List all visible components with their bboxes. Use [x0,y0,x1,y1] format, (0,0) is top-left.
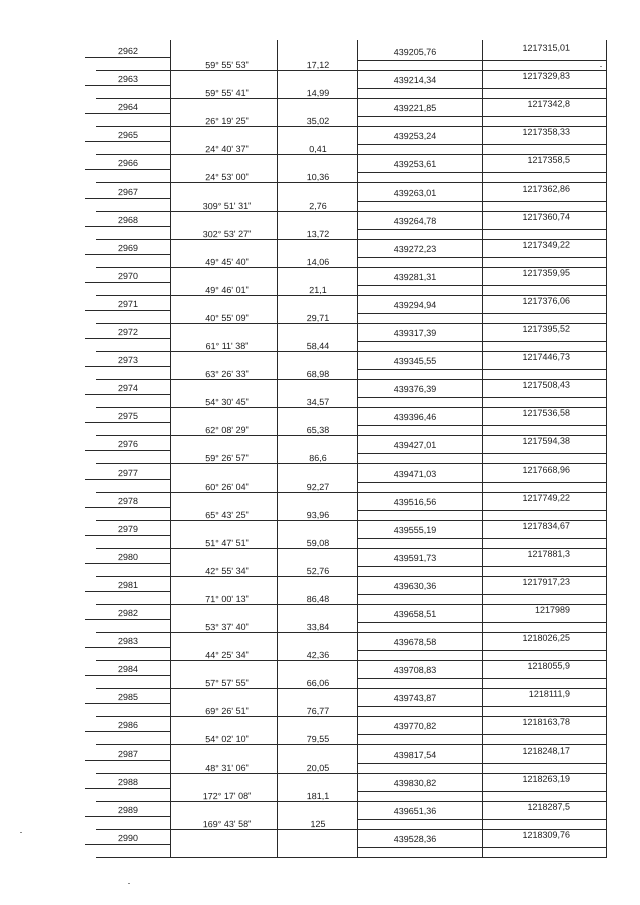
table-row-line [357,819,607,820]
table-row-line [85,450,171,451]
bearing-angle: 49° 46' 01" [205,284,249,296]
table-row-line [357,88,607,89]
bearing-angle: 61° 11' 38" [205,340,249,352]
y-coordinate: 1217749,22 [522,492,571,503]
table-row-line [357,397,607,398]
x-coordinate: 439630,36 [393,580,437,592]
y-coordinate: 1217668,96 [522,464,571,475]
bearing-angle: 71° 00' 13" [205,593,249,605]
table-row-line [357,791,607,792]
table-row-line [357,622,607,623]
y-coordinate: 1218163,78 [522,716,571,728]
table-row-line [85,85,171,86]
point-number: 2983 [117,635,139,647]
point-number: 2973 [117,354,139,366]
point-number: 2979 [117,523,139,534]
bearing-angle: 40° 55' 09" [205,312,249,324]
x-coordinate: 439317,39 [393,327,437,339]
y-coordinate: 1217881,3 [527,548,571,559]
table-row-line [85,507,171,508]
table-row-line [85,282,171,283]
y-coordinate: 1217376,06 [522,295,571,306]
bearing-angle: 26° 19' 25" [205,115,249,127]
segment-length: 35,02 [306,116,330,127]
table-row-line [96,857,606,858]
segment-length: 20,05 [306,762,330,773]
x-coordinate: 439471,03 [393,468,437,479]
point-number: 2975 [117,411,139,422]
bearing-angle: 24° 53' 00" [205,172,249,183]
bearing-angle: 53° 37' 40" [205,621,249,633]
table-row-line [85,647,171,648]
point-number: 2978 [117,495,139,506]
table-row-line [85,760,171,761]
x-coordinate: 439253,24 [393,131,437,142]
y-coordinate: 1217358,5 [527,154,571,166]
segment-length: 10,36 [306,172,330,183]
y-coordinate: 1217834,67 [522,520,571,531]
segment-length: 86,6 [309,453,327,464]
y-coordinate: 1217989 [534,604,571,615]
table-row-line [357,453,607,454]
y-coordinate: 1217917,23 [522,576,571,587]
y-coordinate: 1218026,25 [522,632,571,644]
point-number: 2981 [117,579,139,590]
segment-length: 58,44 [306,340,330,352]
table-row-line [357,566,607,567]
bearing-angle: 63° 26' 33" [205,368,249,380]
point-number: 2984 [117,664,139,675]
bearing-angle: 42° 55' 34" [205,565,249,577]
point-number: 2965 [117,130,139,141]
bearing-angle: 62° 08' 29" [205,425,249,436]
table-row-line [85,169,171,170]
point-number: 2990 [117,832,139,843]
x-coordinate: 439272,23 [393,243,437,254]
segment-length: 29,71 [306,312,330,324]
table-row-line [357,594,607,595]
bearing-angle: 57° 57' 55" [205,677,249,689]
segment-length: 86,48 [306,593,330,605]
point-number: 2972 [117,326,139,338]
x-coordinate: 439264,78 [393,215,437,226]
point-number: 2986 [117,720,139,731]
point-number: 2962 [117,45,139,57]
table-row-line [85,310,171,311]
point-number: 2989 [117,804,139,815]
table-row-line [85,703,171,704]
table-row-line [357,538,607,539]
x-coordinate: 439708,83 [393,664,437,676]
point-number: 2974 [117,383,139,394]
point-number: 2980 [117,551,139,562]
segment-length: 52,76 [306,565,330,576]
table-row-line [85,563,171,564]
bearing-angle: 309° 51' 31" [202,200,252,211]
table-row-line [357,257,607,258]
scan-speck [600,66,602,67]
x-coordinate: 439770,82 [393,721,437,732]
segment-length: 2,76 [309,200,327,211]
x-coordinate: 439555,19 [393,524,437,535]
y-coordinate: 1218055,9 [527,660,571,672]
table-row-line [85,254,171,255]
y-coordinate: 1217508,43 [522,379,571,391]
y-coordinate: 1218309,76 [522,829,571,840]
table-row-line [357,201,607,202]
segment-length: 17,12 [306,59,330,71]
segment-length: 33,84 [306,621,330,633]
table-row-line [357,763,607,764]
bearing-angle: 172° 17' 08" [202,790,252,801]
x-coordinate: 439294,94 [393,299,437,311]
x-coordinate: 439263,01 [393,187,437,198]
bearing-angle: 60° 26' 04" [205,481,249,492]
y-coordinate: 1217358,33 [522,126,571,138]
table-row-line [357,706,607,707]
bearing-angle: 49° 45' 40" [205,256,249,267]
x-coordinate: 439345,55 [393,355,437,367]
segment-length: 92,27 [306,481,330,492]
table-row-line [357,60,607,61]
x-coordinate: 439830,82 [393,777,437,788]
y-coordinate: 1217594,38 [522,435,571,447]
y-coordinate: 1218287,5 [527,801,571,812]
segment-length: 181,1 [306,790,330,801]
y-coordinate: 1217395,52 [522,323,571,335]
table-row-line [357,116,607,117]
segment-length: 125 [310,818,326,829]
table-row-line [85,816,171,817]
x-coordinate: 439253,61 [393,159,437,170]
point-number: 2985 [117,692,139,703]
point-number: 2971 [117,298,139,309]
table-row-line [357,172,607,173]
y-coordinate: 1217342,8 [527,98,571,110]
x-coordinate: 439427,01 [393,440,437,451]
x-coordinate: 439591,73 [393,552,437,564]
segment-length: 14,99 [306,87,330,99]
bearing-angle: 48° 31' 06" [205,762,249,773]
table-row-line [357,847,607,848]
y-coordinate: 1217446,73 [522,351,571,363]
table-row-line [85,422,171,423]
point-number: 2968 [117,214,139,225]
table-column-border [170,40,171,858]
point-number: 2982 [117,607,139,619]
segment-length: 65,38 [306,425,330,436]
table-row-line [357,734,607,735]
table-row-line [85,535,171,536]
table-row-line [85,591,171,592]
segment-length: 76,77 [306,706,330,717]
bearing-angle: 59° 26' 57" [205,453,249,464]
table-row-line [357,369,607,370]
table-row-line [85,226,171,227]
table-row-line [357,425,607,426]
x-coordinate: 439396,46 [393,412,437,423]
bearing-angle: 65° 43' 25" [205,509,249,520]
point-number: 2976 [117,439,139,450]
y-coordinate: 1218111,9 [528,688,571,700]
y-coordinate: 1218263,19 [522,773,571,784]
x-coordinate: 439221,85 [393,102,437,114]
table-row-line [357,229,607,230]
table-row-line [85,675,171,676]
x-coordinate: 439651,36 [393,805,437,816]
table-row-line [357,341,607,342]
table-row-line [357,313,607,314]
table-column-border [277,40,278,858]
bearing-angle: 24° 40' 37" [205,144,249,155]
point-number: 2967 [117,186,139,197]
x-coordinate: 439214,34 [393,74,437,86]
segment-length: 93,96 [306,509,330,520]
segment-length: 13,72 [306,228,330,239]
segment-length: 0,41 [309,144,327,155]
y-coordinate: 1217360,74 [522,211,571,222]
table-row-line [357,650,607,651]
x-coordinate: 439743,87 [393,693,437,704]
point-number: 2970 [117,270,139,281]
point-number: 2977 [117,467,139,478]
scan-speck [128,883,130,884]
table-row-line [357,285,607,286]
point-number: 2987 [117,748,139,759]
segment-length: 34,57 [306,397,330,408]
bearing-angle: 59° 55' 41" [205,87,249,99]
table-row-line [85,731,171,732]
x-coordinate: 439658,51 [393,608,437,620]
table-row-line [85,113,171,114]
x-coordinate: 439528,36 [393,833,437,845]
y-coordinate: 1217315,01 [522,42,571,54]
point-number: 2966 [117,158,139,169]
x-coordinate: 439281,31 [393,271,437,283]
x-coordinate: 439817,54 [393,749,437,760]
bearing-angle: 69° 26' 51" [205,706,249,717]
y-coordinate: 1217329,83 [522,70,571,82]
segment-length: 59,08 [306,537,330,548]
bearing-angle: 59° 55' 53" [205,59,249,71]
table-row-line [357,678,607,679]
point-number: 2964 [117,102,139,113]
table-row-line [357,144,607,145]
y-coordinate: 1218248,17 [522,745,571,756]
x-coordinate: 439516,56 [393,496,437,507]
bearing-angle: 44° 25' 34" [205,649,249,661]
segment-length: 79,55 [306,734,330,745]
bearing-angle: 51° 47' 51" [205,537,249,548]
bearing-angle: 169° 43' 58" [202,818,252,829]
point-number: 2969 [117,242,139,253]
table-row-line [85,619,171,620]
table-row-line [85,366,171,367]
bearing-angle: 54° 02' 10" [205,734,249,745]
y-coordinate: 1217536,58 [522,407,571,419]
segment-length: 14,06 [306,256,330,267]
table-row-line [85,394,171,395]
segment-length: 68,98 [306,368,330,380]
table-row-line [357,510,607,511]
scan-speck [20,832,22,833]
table-row-line [85,479,171,480]
segment-length: 66,06 [306,678,330,689]
x-coordinate: 439205,76 [393,46,437,58]
bearing-angle: 54° 30' 45" [205,396,249,408]
table-row-line [85,844,171,845]
x-coordinate: 439376,39 [393,383,437,395]
table-row-line [85,338,171,339]
segment-length: 42,36 [306,649,330,661]
point-number: 2988 [117,776,139,787]
y-coordinate: 1217349,22 [522,239,571,250]
table-row-line [357,482,607,483]
y-coordinate: 1217359,95 [522,267,571,278]
bearing-angle: 302° 53' 27" [202,228,252,239]
point-number: 2963 [117,73,139,85]
table-row-line [85,57,171,58]
y-coordinate: 1217362,86 [522,183,571,194]
table-row-line [85,141,171,142]
segment-length: 21,1 [309,284,327,295]
table-row-line [85,198,171,199]
table-row-line [85,788,171,789]
x-coordinate: 439678,58 [393,636,437,648]
